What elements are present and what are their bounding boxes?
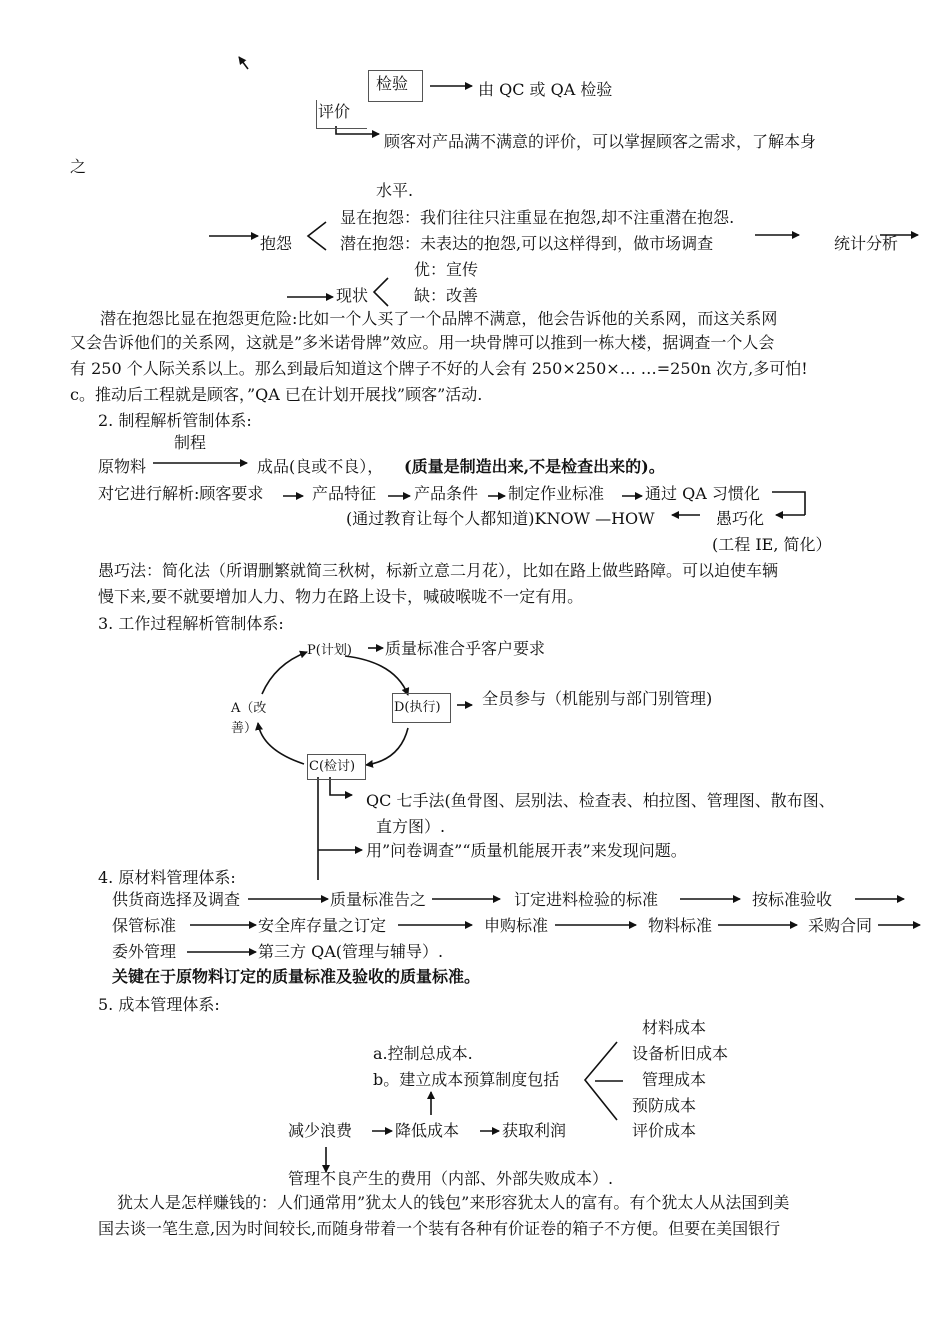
do-desc: 全员参与（机能别与部门别管理)	[482, 689, 713, 708]
raw-r2-5: 采购合同	[808, 916, 873, 935]
cost-a: a.控制总成本.	[373, 1044, 473, 1063]
raw-r2-4: 物料标准	[648, 916, 713, 935]
level-text: 水平.	[376, 181, 414, 200]
plan-desc: 质量标准合乎客户要求	[385, 639, 546, 658]
raw-r1-1: 供货商选择及调查	[112, 890, 241, 909]
raw-r2-3: 申购标准	[484, 916, 549, 935]
para1-line-3: 有 250 个人际关系以上。那么到最后知道这个牌子不好的人会有 250×250×… …=250n 次方,多可怕!	[70, 359, 808, 378]
cost-b: b。建立成本预算制度包括	[373, 1070, 560, 1089]
para1-line-1: 潜在抱怨比显在抱怨更危险:比如一个人买了一个品牌不满意，他会告诉他的关系网，而这关系网	[100, 309, 778, 328]
analyze-label: 对它进行解析:顾客要求	[98, 484, 264, 503]
qc-seven-tools-1: QC 七手法(鱼骨图、层别法、检查表、柏拉图、管理图、散布图、	[366, 791, 835, 810]
raw-r1-3: 订定进料检验的标准	[514, 890, 659, 909]
raw-r3-1: 委外管理	[112, 942, 177, 961]
quality-made-note: (质量是制造出来,不是检查出来的)。	[404, 457, 665, 476]
edu-label: (通过教育让每个人都知道)KNOW —HOW	[346, 509, 655, 528]
customer-eval-text: 顾客对产品满不满意的评价，可以掌握顾客之需求，了解本身	[384, 132, 817, 151]
condition-label: 产品条件	[414, 484, 479, 503]
std-label: 制定作业标准	[508, 484, 605, 503]
pdca-act-2: 善）	[231, 721, 258, 736]
feature-label: 产品特征	[312, 484, 377, 503]
stats-analysis: 统计分析	[834, 234, 899, 253]
cost-evaluation: 评价成本	[632, 1121, 697, 1140]
process-label: 制程	[174, 433, 207, 452]
cost-management: 管理成本	[642, 1070, 707, 1089]
inspect-by-text: 由 QC 或 QA 检验	[478, 80, 613, 99]
survey-text: 用”问卷调查”“质量机能展开表”来发现问题。	[366, 841, 687, 860]
cost-prevention: 预防成本	[632, 1096, 697, 1115]
complaint-label: 抱怨	[260, 234, 293, 253]
pdca-act-1: A（改	[231, 701, 267, 716]
product-label: 成品(良或不良），	[257, 457, 384, 476]
foolproof-label: 愚巧化	[716, 509, 765, 528]
overt-complaint: 显在抱怨：我们往往只注重显在抱怨,却不注重潜在抱怨.	[340, 208, 735, 227]
qc-seven-tools-2: 直方图）.	[376, 817, 446, 836]
latent-complaint: 潜在抱怨：未表达的抱怨,可以这样得到，做市场调查	[340, 234, 714, 253]
get-profit: 获取利润	[502, 1121, 567, 1140]
cost-equipment: 设备析旧成本	[632, 1044, 729, 1063]
pdca-do: D(执行)	[394, 700, 441, 715]
raw-material: 原物料	[98, 457, 147, 476]
para1-line-4: c。推动后工程就是顾客，”QA 已在计划开展找”顾客”活动.	[70, 385, 483, 404]
section4-heading: 4. 原材料管理体系:	[98, 868, 236, 887]
section2-heading: 2. 制程解析管制体系:	[98, 411, 252, 430]
para2-line-1: 犹太人是怎样赚钱的：人们通常用”犹太人的钱包”来形容犹太人的富有。有个犹太人从法国到美	[117, 1193, 790, 1212]
pro-text: 优：宣传	[414, 260, 479, 279]
fool-desc-2: 慢下来,要不就要增加人力、物力在路上设卡，喊破喉咙不一定有用。	[98, 587, 584, 606]
cost-material: 材料成本	[642, 1018, 707, 1037]
para2-line-2: 国去谈一笔生意,因为时间较长,而随身带着一个装有各种有价证卷的箱子不方便。但要在美国银行	[98, 1219, 781, 1238]
lower-cost: 降低成本	[395, 1121, 460, 1140]
para1-line-2: 又会告诉他们的关系网，这就是”多米诺骨牌”效应。用一块骨牌可以推到一栋大楼，据调查一个人会	[70, 333, 775, 352]
ie-label: (工程 IE, 简化）	[712, 535, 832, 554]
zhi-text: 之	[70, 157, 87, 176]
raw-key-note: 关键在于原物料订定的质量标准及验收的质量标准。	[112, 967, 481, 986]
raw-r1-4: 按标准验收	[752, 890, 833, 909]
raw-r3-2: 第三方 QA(管理与辅导）.	[258, 942, 444, 961]
qa-habit-label: 通过 QA 习惯化	[645, 484, 760, 503]
raw-r1-2: 质量标准告之	[330, 890, 427, 909]
reduce-waste: 减少浪费	[288, 1121, 353, 1140]
section5-heading: 5. 成本管理体系:	[98, 995, 220, 1014]
defect-cost: 管理不良产生的费用（内部、外部失败成本）.	[288, 1169, 614, 1188]
inspect-label: 检验	[376, 74, 409, 93]
raw-r2-1: 保管标准	[112, 916, 177, 935]
fool-desc-1: 愚巧法：简化法（所谓删繁就简三秋树，标新立意二月花），比如在路上做些路障。可以迫使车辆	[98, 561, 779, 580]
status-label: 现状	[336, 286, 369, 305]
pdca-plan: P(计划)	[307, 643, 352, 658]
raw-r2-2: 安全库存量之订定	[258, 916, 387, 935]
pdca-check: C(检讨)	[309, 759, 356, 774]
section3-heading: 3. 工作过程解析管制体系:	[98, 614, 284, 633]
evaluate-label: 评价	[318, 102, 351, 121]
con-text: 缺：改善	[414, 286, 479, 305]
